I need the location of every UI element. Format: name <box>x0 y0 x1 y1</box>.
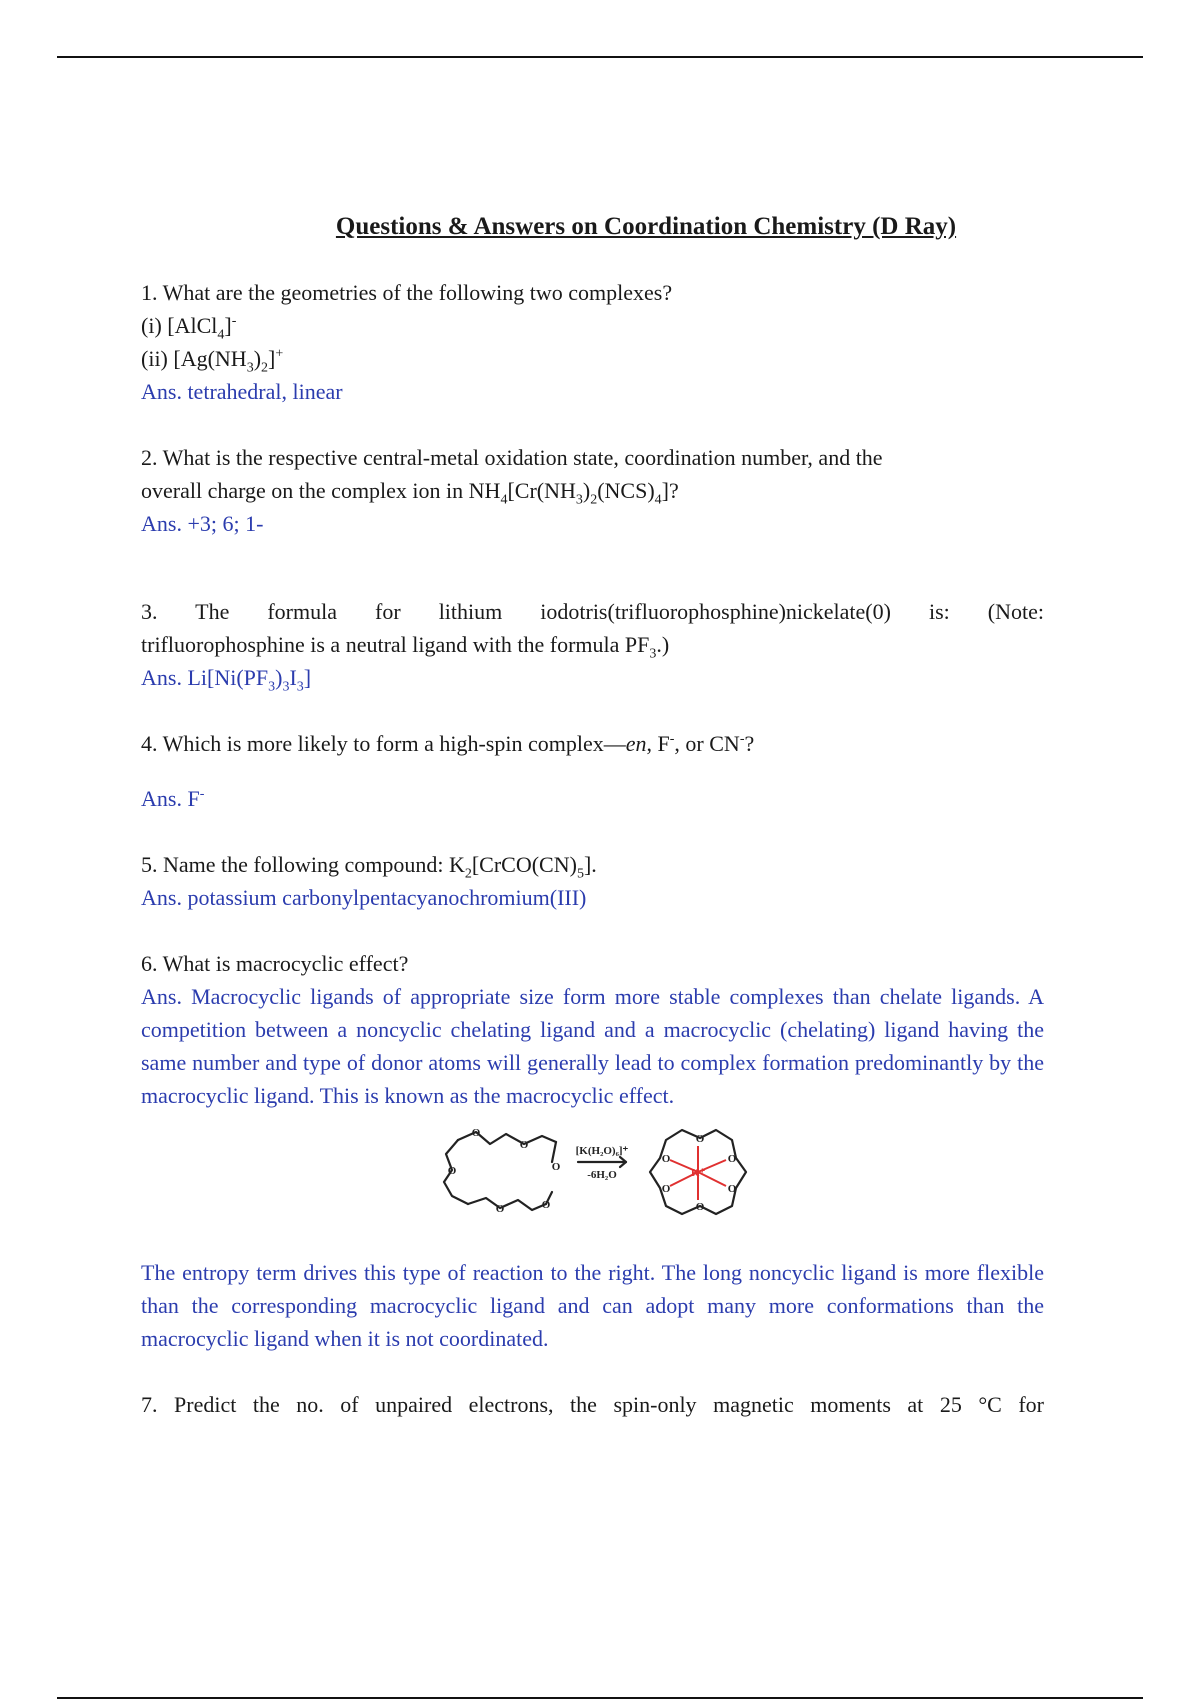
question-4: 4. Which is more likely to form a high-spin complex—en, F-, or CN-? <box>141 731 755 756</box>
question-1-item-ii: (ii) $[Ag(NH_3)_2]^+$ <box>141 346 284 376</box>
entropy-explanation: The entropy term drives this type of reaction to the right. The long noncyclic ligand is more flexible than the corresponding macrocyclic ligand and can adopt many more conformations than the macrocyclic ligand when it is not coordinated. <box>141 1260 1044 1351</box>
metal-ion-label: K⁺ <box>690 1167 705 1179</box>
question-3-line-2: trifluorophosphine is a neutral ligand with the formula $PF_3$.) <box>141 632 670 662</box>
question-2-line-2: overall charge on the complex ion in $NH_4[Cr(NH_3)_2(NCS)_4]$? <box>141 478 679 508</box>
macrocyclic-reaction-figure <box>141 1122 1044 1222</box>
answer-2: Ans. +3; 6; 1- <box>141 511 264 536</box>
oxygen-label: O <box>495 1203 504 1215</box>
oxygen-label: O <box>541 1199 550 1211</box>
answer-4: Ans. F- <box>141 786 205 811</box>
crown-ether-scheme-image <box>428 1122 758 1222</box>
question-3-line-1: 3. The formula for lithium iodotris(trifluorophosphine)nickelate(0) is: (Note: <box>141 599 1044 624</box>
oxygen-label: O <box>727 1153 736 1165</box>
oxygen-label: O <box>471 1127 480 1139</box>
question-5: 5. Name the following compound: $K_2[CrCO(CN)_5]$. <box>141 852 597 882</box>
oxygen-label: O <box>661 1153 670 1165</box>
oxygen-label: O <box>695 1133 704 1145</box>
oxygen-label: O <box>447 1165 456 1177</box>
oxygen-label: O <box>519 1139 528 1151</box>
document-body <box>141 210 1044 1421</box>
question-1: 1. What are the geometries of the following two complexes? <box>141 280 673 305</box>
question-1-item-i: (i) [AlCl$_4$]- <box>141 313 237 343</box>
arrow-byproduct-label: -6H₂O <box>586 1169 617 1181</box>
question-7: 7. Predict the no. of unpaired electrons, the spin-only magnetic moments at 25 °C for <box>141 1392 1044 1417</box>
oxygen-label: O <box>727 1183 736 1195</box>
page-title: Questions & Answers on Coordination Chemistry (D Ray) <box>335 213 957 240</box>
question-2-line-1: 2. What is the respective central-metal oxidation state, coordination number, and the <box>141 445 883 470</box>
answer-1: Ans. tetrahedral, linear <box>141 379 343 404</box>
answer-5: Ans. potassium carbonylpentacyanochromium(III) <box>141 885 587 910</box>
bottom-rule <box>57 1697 1143 1699</box>
arrow-reagent-label: [K(H₂O)₆]⁺ <box>575 1145 628 1157</box>
top-rule <box>57 56 1143 58</box>
answer-3: Ans. $Li[Ni(PF_3)_3I_3]$ <box>141 665 312 695</box>
answer-6: Ans. Macrocyclic ligands of appropriate size form more stable complexes than chelate ligands. A competition between a noncyclic chelating ligand and a macrocyclic (chelating) ligand having the same number and type of donor atoms will generally lead to complex formation predominantly by the macrocyclic ligand. This is known as the macrocyclic effect. <box>141 984 1044 1108</box>
oxygen-label: O <box>695 1201 704 1213</box>
question-6: 6. What is macrocyclic effect? <box>141 951 409 976</box>
oxygen-label: O <box>661 1183 670 1195</box>
oxygen-label: O <box>551 1161 560 1173</box>
